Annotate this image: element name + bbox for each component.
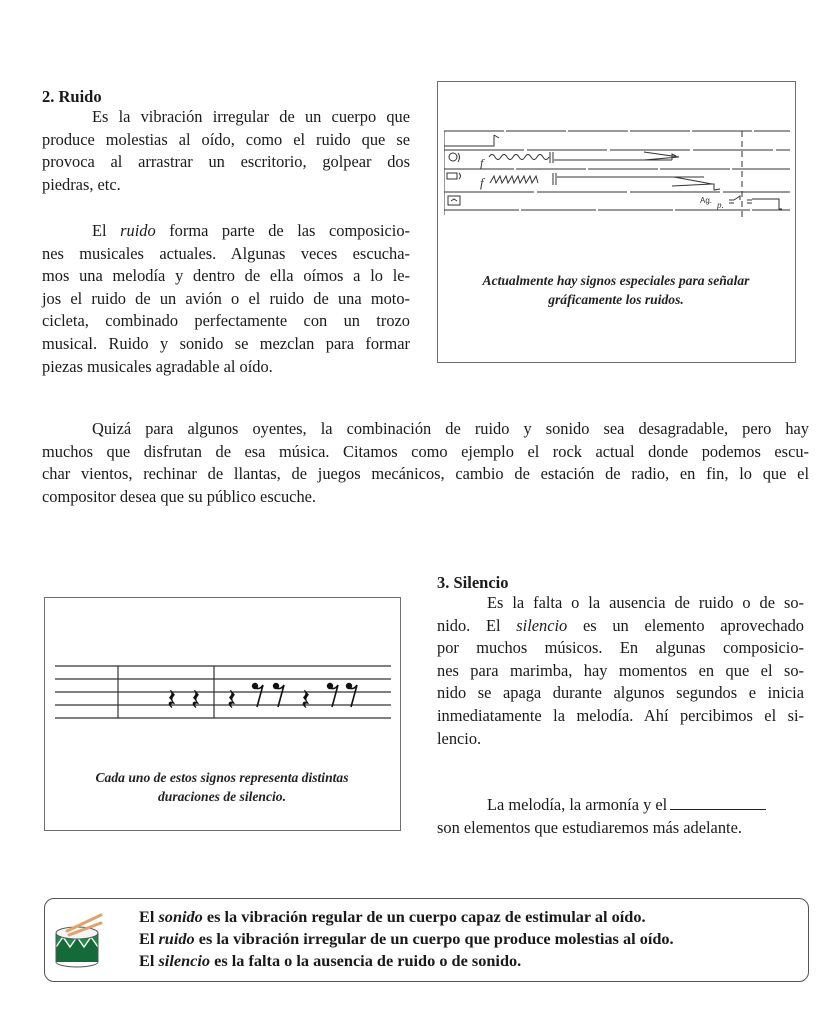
text-line: char vientos, rechinar de llantas, de juegos mecánicos, cambio de estación de radio, en fin, lo que el [42,464,809,484]
text-line [437,794,804,817]
text-line [437,615,804,638]
text-line: musical. Ruido y sonido se mezclan para formar [42,333,410,353]
text-line: jos el ruido de un avión o el ruido de una moto- [42,288,410,308]
svg-text:𝄽: 𝄽 [167,683,177,718]
ruido-paragraph-1 [42,106,410,196]
text-line: por muchos músicos. En algunas composicio- [437,638,804,658]
summary-box [44,898,809,982]
graphic-score-image [444,129,790,221]
figure-rests-caption [45,769,399,806]
text-line: Quizá para algunos oyentes, la combinación de ruido y sonido sea desagradable, pero hay [92,419,809,438]
emphasis-silencio: silencio [516,615,568,635]
fill-in-blank[interactable] [670,795,766,810]
heading-silencio: 3. Silencio [437,573,509,592]
text-line: nes para marimba, hay momentos en que el so- [437,660,804,680]
definition-ruido [139,928,674,950]
fill-in-exercise [437,794,804,839]
summary-definitions [139,906,674,972]
svg-text:f: f [480,175,484,190]
text-line: cicleta, combinado perfectamente con un trozo [42,311,410,331]
ruido-paragraph-2 [42,220,410,378]
caption-line: duraciones de silencio. [157,788,286,804]
text-fragment: es la vibración regular de un cuerpo capaz de estimular al oído. [202,907,646,926]
definition-silencio [139,950,674,972]
text-fragment: es un elemento aprovechado [567,615,804,635]
staff-rests-image [55,664,391,722]
svg-text:𝄽: 𝄽 [227,683,237,718]
text-line: Es la falta o la ausencia de ruido o de so- [487,593,804,612]
emphasis-term: ruido [158,929,195,948]
svg-text:𝄽: 𝄽 [301,683,311,718]
text-line: mos una melodía y dentro de ella oímos a lo le- [42,266,410,286]
text-line: muchos que disfrutan de esa música. Citamos como ejemplo el rock actual donde podemos escu- [42,441,809,461]
silencio-paragraph [437,592,804,750]
text-line: piezas musicales agradable al oído. [42,356,273,376]
figure-rests [44,597,401,831]
emphasis-term: silencio [158,951,211,970]
figure-noise-caption [438,272,794,309]
text-line: provoca al arrastrar un escritorio, golpear dos [42,152,410,172]
text-fragment: El [139,929,159,948]
paragraph-noise-music [42,418,809,508]
svg-text:Ag.: Ag. [700,196,713,205]
text-line: nido se apaga durante algunos segundos e inicia [437,683,804,703]
drum-icon [53,911,103,969]
emphasis-term: sonido [158,907,203,926]
text-line: Es la vibración irregular de un cuerpo que [92,107,410,126]
text-fragment: La melodía, la armonía y el [487,795,668,814]
text-line: piedras, etc. [42,174,121,194]
svg-text:f: f [480,156,484,170]
text-line: inmediatamente la melodía. Ahí percibimos el si- [437,705,804,725]
svg-text:p.: p. [717,200,724,210]
text-fragment: El [92,221,121,240]
figure-noise-notation [437,81,796,363]
definition-sonido [139,906,674,928]
text-fragment: es la falta o la ausencia de ruido o de sonido. [210,951,522,970]
text-line: compositor desea que su público escuche. [42,486,317,506]
text-line: son elementos que estudiaremos más adelante. [437,817,742,837]
text-fragment: El [139,907,159,926]
caption-line: gráficamente los ruidos. [548,291,684,307]
caption-line: Cada uno de estos signos representa distintas [95,770,349,785]
text-fragment: es la vibración irregular de un cuerpo que produce molestias al oído. [194,929,674,948]
text-line [42,220,410,243]
svg-text:𝄽: 𝄽 [191,683,201,718]
text-line: produce molestias al oído, como el ruido que se [42,129,410,149]
text-fragment: nido. El [437,615,517,635]
caption-line: Actualmente hay signos especiales para señalar [482,273,750,288]
text-fragment: forma parte de las composicio- [155,221,410,240]
text-line: lencio. [437,728,482,748]
text-line: nes musicales actuales. Algunas veces escucha- [42,243,410,263]
heading-ruido: 2. Ruido [42,87,102,106]
text-fragment: El [139,951,159,970]
emphasis-ruido: ruido [120,221,156,240]
